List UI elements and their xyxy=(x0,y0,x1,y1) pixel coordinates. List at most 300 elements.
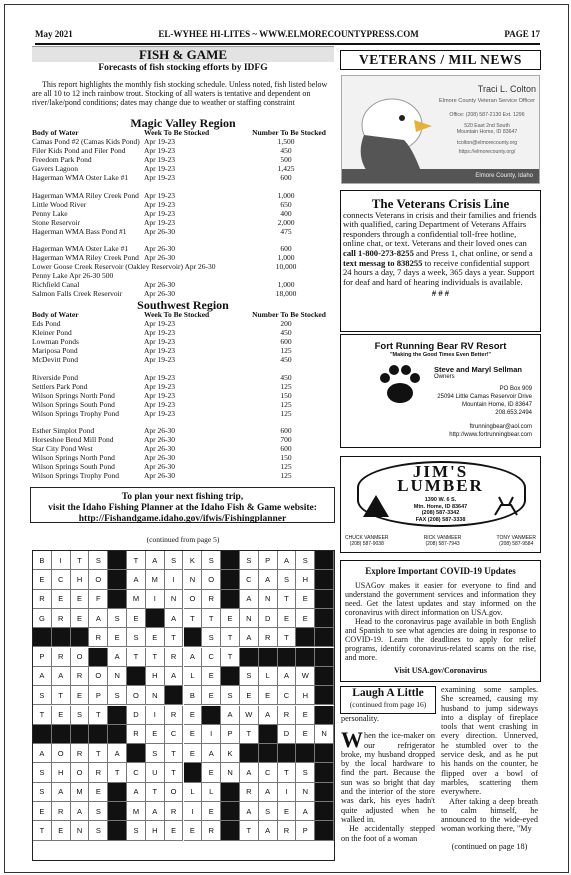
rv-email[interactable]: ftrunningbear@aol.com xyxy=(469,424,532,430)
rv-website[interactable]: http://www.fortrunningbear.com xyxy=(449,432,532,438)
grid-letter: T xyxy=(202,609,221,628)
stock-week: Apr 26-30 xyxy=(144,253,176,263)
grid-letter: A xyxy=(146,802,165,821)
grid-letter: R xyxy=(165,706,184,725)
grid-letter: B xyxy=(33,551,52,570)
table-row xyxy=(32,355,334,364)
water-name: Kleiner Pond xyxy=(32,327,72,337)
grid-letter: T xyxy=(108,763,127,782)
table-row xyxy=(32,164,334,173)
laugh-text: examining some samples. She screamed, causing my husband to jump sideways into a display of fireplace tools that went crashing in every direction. Unnerved, he stumbled over to the service desk, and as he put his hands on the counter, he flipped over a bowl of marbles, scattering them everywhere. xyxy=(441,685,538,797)
grid-letter: A xyxy=(165,667,184,686)
grid-letter: R xyxy=(89,763,108,782)
stock-week: Apr 19-23 xyxy=(144,399,176,409)
grid-letter: O xyxy=(89,667,108,686)
laugh-col-1 xyxy=(341,714,435,843)
grid-letter: N xyxy=(165,590,184,609)
grid-letter: B xyxy=(184,686,203,705)
stock-number: 125 xyxy=(280,462,292,472)
stock-number: 600 xyxy=(280,336,292,346)
col-week: Week To Be Stocked xyxy=(144,310,210,319)
grid-letter: A xyxy=(184,648,203,667)
grid-block xyxy=(296,744,315,763)
grid-letter: T xyxy=(33,821,52,840)
table-row xyxy=(32,289,334,298)
grid-letter: S xyxy=(259,802,278,821)
grid-letter: E xyxy=(146,725,165,744)
stock-number: 18,000 xyxy=(275,289,297,299)
table-row xyxy=(32,373,334,382)
header-date: May 2021 xyxy=(35,29,73,39)
grid-letter: E xyxy=(184,821,203,840)
grid-block xyxy=(259,648,278,667)
grid-letter: C xyxy=(127,763,146,782)
grid-block xyxy=(89,648,108,667)
grid-letter: C xyxy=(52,570,71,589)
grid-letter: A xyxy=(165,609,184,628)
grid-letter: S xyxy=(108,609,127,628)
rv-owners-label: Owners xyxy=(434,374,455,380)
water-name: Mariposa Pond xyxy=(32,345,78,355)
grid-letter: N xyxy=(146,686,165,705)
grid-block xyxy=(240,744,259,763)
grid-letter: M xyxy=(127,590,146,609)
stock-week: Apr 19-23 xyxy=(144,208,176,218)
grid-block xyxy=(71,628,90,647)
grid-letter: O xyxy=(89,570,108,589)
grid-letter: P xyxy=(259,551,278,570)
laugh-text: personality. xyxy=(341,714,379,723)
grid-block xyxy=(278,648,297,667)
stock-week: Apr 19-23 xyxy=(144,319,176,328)
grid-letter: M xyxy=(146,570,165,589)
grid-letter: A xyxy=(259,570,278,589)
grid-letter: R xyxy=(52,648,71,667)
grid-letter: L xyxy=(184,667,203,686)
grid-letter: E xyxy=(71,686,90,705)
table-row xyxy=(32,271,334,280)
grid-letter: S xyxy=(240,667,259,686)
stock-week: Apr 19-23 xyxy=(144,145,176,155)
grid-letter: E xyxy=(184,744,203,763)
stock-week: Apr 19-23 xyxy=(144,154,176,164)
grid-letter: E xyxy=(184,725,203,744)
grid-letter: T xyxy=(146,783,165,802)
grid-block xyxy=(315,686,334,705)
grid-letter: H xyxy=(146,667,165,686)
grid-letter: T xyxy=(221,628,240,647)
grid-letter: D xyxy=(259,609,278,628)
officer-title: Elmore County Veteran Service Officer xyxy=(439,98,535,104)
grid-letter: A xyxy=(127,783,146,802)
jims-addr-line: 1390 W. 6 S. xyxy=(424,497,457,503)
stock-week: Apr 19-23 xyxy=(144,372,176,382)
table-row xyxy=(32,319,334,328)
water-name: Camas Pond #2 (Camas Kids Pond) xyxy=(32,137,140,146)
grid-letter: E xyxy=(296,609,315,628)
crisis-text-mid: and Press 1, chat online, or send a xyxy=(416,247,533,258)
water-name: Wilson Springs South Pond xyxy=(32,462,115,472)
stock-week: Apr 19-23 xyxy=(144,354,176,364)
stock-number: 600 xyxy=(280,244,292,254)
table-row xyxy=(32,137,334,146)
grid-letter: P xyxy=(89,686,108,705)
grid-letter: K xyxy=(221,744,240,763)
water-name: Wilson Springs North Pond xyxy=(32,390,115,400)
grid-letter: L xyxy=(184,783,203,802)
grid-letter: N xyxy=(296,783,315,802)
contact-name: RICK VANMEER xyxy=(423,535,462,541)
rv-title: Fort Running Bear RV Resort xyxy=(374,341,507,352)
table-row xyxy=(32,209,334,218)
grid-block xyxy=(52,628,71,647)
grid-letter: S xyxy=(296,763,315,782)
stock-number: 1,500 xyxy=(277,137,295,146)
grid-letter: C xyxy=(278,686,297,705)
table-row xyxy=(32,227,334,236)
grid-letter: A xyxy=(240,628,259,647)
crisis-body xyxy=(341,211,540,288)
grid-letter: L xyxy=(259,667,278,686)
stock-week: Apr 19-23 xyxy=(144,381,176,391)
drop-cap: W xyxy=(341,727,363,753)
grid-letter: S xyxy=(127,628,146,647)
table-row xyxy=(32,328,334,337)
grid-letter: T xyxy=(165,628,184,647)
water-name: Esther Simplot Pond xyxy=(32,426,95,436)
plan-line: visit the Idaho Fishing Planner at the Idaho Fish & Game website: xyxy=(48,503,317,513)
stock-number: 125 xyxy=(280,399,292,409)
water-name: Freedom Park Pond xyxy=(32,154,92,164)
grid-block xyxy=(278,744,297,763)
grid-letter: M xyxy=(127,802,146,821)
grid-letter: T xyxy=(127,648,146,667)
col-water: Body of Water xyxy=(32,128,79,137)
grid-letter: R xyxy=(259,628,278,647)
water-name: Lowman Ponds xyxy=(32,336,79,346)
grid-letter: O xyxy=(71,763,90,782)
stock-number: 125 xyxy=(280,408,292,418)
table-row xyxy=(32,382,334,391)
fish-game-title: FISH & GAME xyxy=(32,46,334,62)
grid-block xyxy=(108,590,127,609)
grid-letter: R xyxy=(278,821,297,840)
jims-contact xyxy=(345,535,389,547)
grid-letter: S xyxy=(296,551,315,570)
stock-week: Apr 26-30 xyxy=(144,226,176,236)
grid-letter: R xyxy=(127,725,146,744)
header-page: PAGE 17 xyxy=(504,29,540,39)
grid-letter: E xyxy=(71,590,90,609)
stock-number: 600 xyxy=(280,444,292,454)
paw-print-icon xyxy=(377,363,423,405)
stock-week: Apr 26-30 xyxy=(144,453,176,463)
grid-letter: T xyxy=(146,648,165,667)
table-row xyxy=(32,155,334,164)
grid-block xyxy=(315,706,334,725)
table-row xyxy=(32,400,334,409)
stock-week: Apr 26-30 xyxy=(144,444,176,454)
grid-letter: I xyxy=(278,783,297,802)
grid-letter: E xyxy=(165,821,184,840)
crisis-sms: text messag to 838255 xyxy=(343,257,423,268)
header-publication: EL-WYHEE HI-LITES ~ WWW.ELMORECOUNTYPRESS.COM xyxy=(158,29,419,39)
stock-week: Apr 19-23 xyxy=(144,199,176,209)
table-row xyxy=(32,435,334,444)
grid-block xyxy=(33,628,52,647)
laugh-title: Laugh A Little xyxy=(352,687,424,699)
grid-letter: H xyxy=(296,686,315,705)
plan-line: To plan your next fishing trip, xyxy=(121,492,244,502)
grid-block xyxy=(221,551,240,570)
grid-letter: M xyxy=(71,783,90,802)
grid-letter: E xyxy=(184,706,203,725)
stock-number: 1,000 xyxy=(277,253,295,263)
grid-letter: D xyxy=(278,725,297,744)
stock-number: 1,425 xyxy=(277,163,295,173)
officer-website[interactable]: https://elmorecounty.org/ xyxy=(458,149,516,155)
table-row xyxy=(32,453,334,462)
grid-letter: S xyxy=(89,821,108,840)
grid-block xyxy=(315,821,334,840)
water-name: McDevitt Pond xyxy=(32,354,79,364)
stock-number: 700 xyxy=(280,435,292,445)
contact-phone: (208) 587-9584 xyxy=(499,541,534,547)
veterans-title: VETERANS / MIL NEWS xyxy=(340,50,541,70)
grid-letter: E xyxy=(146,628,165,647)
crisis-title: The Veterans Crisis Line xyxy=(371,196,510,211)
grid-letter: W xyxy=(240,706,259,725)
grid-letter: T xyxy=(33,706,52,725)
rv-tagline: "Making the Good Times Even Better!" xyxy=(389,352,492,358)
grid-letter: N xyxy=(71,821,90,840)
water-name: Gavers Lagoon xyxy=(32,163,79,173)
table-row xyxy=(32,200,334,209)
table-row xyxy=(32,444,334,453)
table-row xyxy=(32,417,334,426)
grid-block xyxy=(315,744,334,763)
stock-week: Apr 19-23 xyxy=(144,390,176,400)
table-row xyxy=(32,426,334,435)
grid-letter: A xyxy=(240,763,259,782)
plan-link[interactable]: http://Fishandgame.idaho.gov/ifwis/Fishingplanner xyxy=(78,514,287,524)
laugh-text: After taking a deep breath to calm himself, he announced to the wide-eyed woman working there, "My xyxy=(441,796,538,834)
grid-letter: E xyxy=(71,609,90,628)
water-name: Hagerman WMA Oster Lake #1 xyxy=(32,244,129,254)
grid-letter: O xyxy=(184,590,203,609)
grid-block xyxy=(315,648,334,667)
jims-contact xyxy=(424,535,462,547)
grid-letter: S xyxy=(33,763,52,782)
grid-block xyxy=(202,706,221,725)
laugh-title-box xyxy=(340,686,436,714)
stock-number: 10,000 xyxy=(275,262,297,272)
grid-letter: T xyxy=(165,744,184,763)
grid-block xyxy=(108,570,127,589)
table-row xyxy=(32,191,334,200)
grid-letter: S xyxy=(108,686,127,705)
grid-letter: L xyxy=(202,783,221,802)
grid-block xyxy=(89,725,108,744)
jims-address xyxy=(341,497,540,523)
grid-letter: P xyxy=(221,725,240,744)
water-name: Hagerman WMA Oster Lake #1 xyxy=(32,172,129,182)
grid-letter: T xyxy=(89,706,108,725)
water-name: Salmon Falls Creek Reservoir xyxy=(32,289,123,299)
grid-block xyxy=(315,590,334,609)
water-name: Wilson Springs North Pond xyxy=(32,453,115,463)
jims-name: JIM'S xyxy=(412,462,469,481)
grid-letter: E xyxy=(296,590,315,609)
grid-block xyxy=(315,609,334,628)
table-row xyxy=(32,346,334,355)
grid-letter: N xyxy=(315,725,334,744)
covid-link[interactable]: Visit USA.gov/Coronavirus xyxy=(394,666,487,675)
grid-letter: R xyxy=(89,628,108,647)
grid-block xyxy=(315,783,334,802)
grid-letter: S xyxy=(165,551,184,570)
grid-letter: E xyxy=(296,725,315,744)
grid-letter: S xyxy=(71,706,90,725)
grid-letter: A xyxy=(52,783,71,802)
stock-number: 1,000 xyxy=(277,280,295,290)
officer-name: Traci L. Colton xyxy=(477,84,536,94)
contact-name: TONY VANMEER xyxy=(496,535,536,541)
grid-block xyxy=(221,783,240,802)
grid-letter: A xyxy=(146,551,165,570)
stock-number: 200 xyxy=(280,319,292,328)
rv-phone: 208.653.2494 xyxy=(495,410,532,416)
grid-letter: A xyxy=(33,667,52,686)
grid-letter: A xyxy=(240,802,259,821)
grid-letter: R xyxy=(202,821,221,840)
stock-week: Apr 19-23 xyxy=(144,137,176,146)
table-row xyxy=(32,173,334,182)
water-name: Penny Lake xyxy=(32,208,68,218)
grid-letter: H xyxy=(71,570,90,589)
table-row xyxy=(32,471,334,480)
stock-week: Apr 19-23 xyxy=(144,163,176,173)
water-name: Hagerman WMA Bass Pond #1 xyxy=(32,226,127,236)
jims-lumber: LUMBER xyxy=(397,476,484,495)
grid-block xyxy=(184,628,203,647)
rv-addr-line: PO Box 909 xyxy=(499,386,532,392)
table-row xyxy=(32,218,334,227)
stock-week: Apr 26-30 xyxy=(144,435,176,445)
grid-letter: P xyxy=(33,648,52,667)
grid-block xyxy=(33,725,52,744)
grid-letter: S xyxy=(33,686,52,705)
water-name: Wilson Springs Trophy Pond xyxy=(32,408,120,418)
grid-letter: A xyxy=(71,802,90,821)
stock-number: 475 xyxy=(280,226,292,236)
stock-number: 650 xyxy=(280,199,292,209)
grid-letter: A xyxy=(108,744,127,763)
magic-valley-col-headers xyxy=(32,128,334,137)
grid-letter: R xyxy=(202,590,221,609)
contact-phone: (208) 587-9038 xyxy=(349,541,384,547)
officer-email[interactable]: tcolton@elmorecounty.org xyxy=(456,140,518,146)
grid-letter: S xyxy=(33,783,52,802)
crisis-line-box xyxy=(340,190,541,332)
stock-week: Apr 19-23 xyxy=(144,172,176,182)
jims-contacts xyxy=(345,535,536,547)
grid-letter: E xyxy=(127,609,146,628)
table-row xyxy=(32,235,334,244)
table-row xyxy=(32,244,334,253)
grid-letter: T xyxy=(278,628,297,647)
grid-letter: T xyxy=(52,686,71,705)
stock-week: Apr 26-30 xyxy=(144,426,176,436)
grid-letter: E xyxy=(202,667,221,686)
laugh-continued-next: (continued on page 18) xyxy=(451,841,528,851)
grid-block xyxy=(315,551,334,570)
grid-letter: R xyxy=(33,590,52,609)
grid-letter: E xyxy=(202,763,221,782)
col-number: Number To Be Stocked xyxy=(252,310,326,319)
veteran-officer-card xyxy=(341,75,540,184)
officer-city: Mountain Home, ID 83647 xyxy=(456,129,518,135)
stock-number: 600 xyxy=(280,172,292,182)
jims-lumber-ad xyxy=(340,456,541,553)
southwest-title: Southwest Region xyxy=(137,298,229,312)
grid-letter: G xyxy=(33,609,52,628)
stock-week: Apr 19-23 xyxy=(144,345,176,355)
grid-block xyxy=(127,744,146,763)
jims-addr-line: Mtn. Home, ID 83647 xyxy=(413,503,468,510)
table-row xyxy=(32,182,334,191)
table-row xyxy=(32,146,334,155)
grid-letter: U xyxy=(146,763,165,782)
grid-letter: T xyxy=(278,763,297,782)
stock-week: Apr 19-23 xyxy=(144,327,176,337)
crisis-end-mark: # # # xyxy=(431,288,450,299)
stock-number: 2,000 xyxy=(277,217,295,227)
water-name: Richfield Canal xyxy=(32,280,80,290)
stock-number: 1,000 xyxy=(277,190,295,200)
rv-address xyxy=(437,385,532,417)
grid-letter: I xyxy=(146,590,165,609)
laugh-text: hen the ice-maker on our refrigerator broke, my husband dropped by the local hardware to find the part. Because the sun was so bright that day and the interior of the store was dark, his eyes hadn't quite adjusted when he walked in. xyxy=(341,731,435,824)
stock-week: Apr 19-23 xyxy=(144,336,176,346)
grid-block xyxy=(165,686,184,705)
grid-letter: R xyxy=(165,648,184,667)
grid-letter: O xyxy=(127,686,146,705)
laugh-continued: (continued from page 16) xyxy=(349,700,427,709)
grid-letter: E xyxy=(202,686,221,705)
water-name: Hagerman WMA Riley Creek Pond xyxy=(32,190,139,200)
grid-letter: N xyxy=(259,590,278,609)
grid-letter: T xyxy=(240,725,259,744)
grid-letter: A xyxy=(240,590,259,609)
grid-block xyxy=(108,725,127,744)
grid-letter: N xyxy=(108,667,127,686)
table-row xyxy=(32,280,334,289)
col-water: Body of Water xyxy=(32,310,79,319)
grid-letter: T xyxy=(221,648,240,667)
stock-week: Apr 26-30 xyxy=(144,289,176,299)
stock-week: Apr 26-30 xyxy=(144,471,176,481)
grid-block xyxy=(221,570,240,589)
southwest-col-headers xyxy=(32,310,334,319)
stock-number: 125 xyxy=(280,471,292,481)
grid-letter: A xyxy=(127,570,146,589)
grid-letter: O xyxy=(202,570,221,589)
grid-letter: T xyxy=(165,763,184,782)
grid-letter: T xyxy=(127,551,146,570)
grid-letter: O xyxy=(52,744,71,763)
water-name: Penny Lake Apr 26-30 500 xyxy=(32,271,114,281)
